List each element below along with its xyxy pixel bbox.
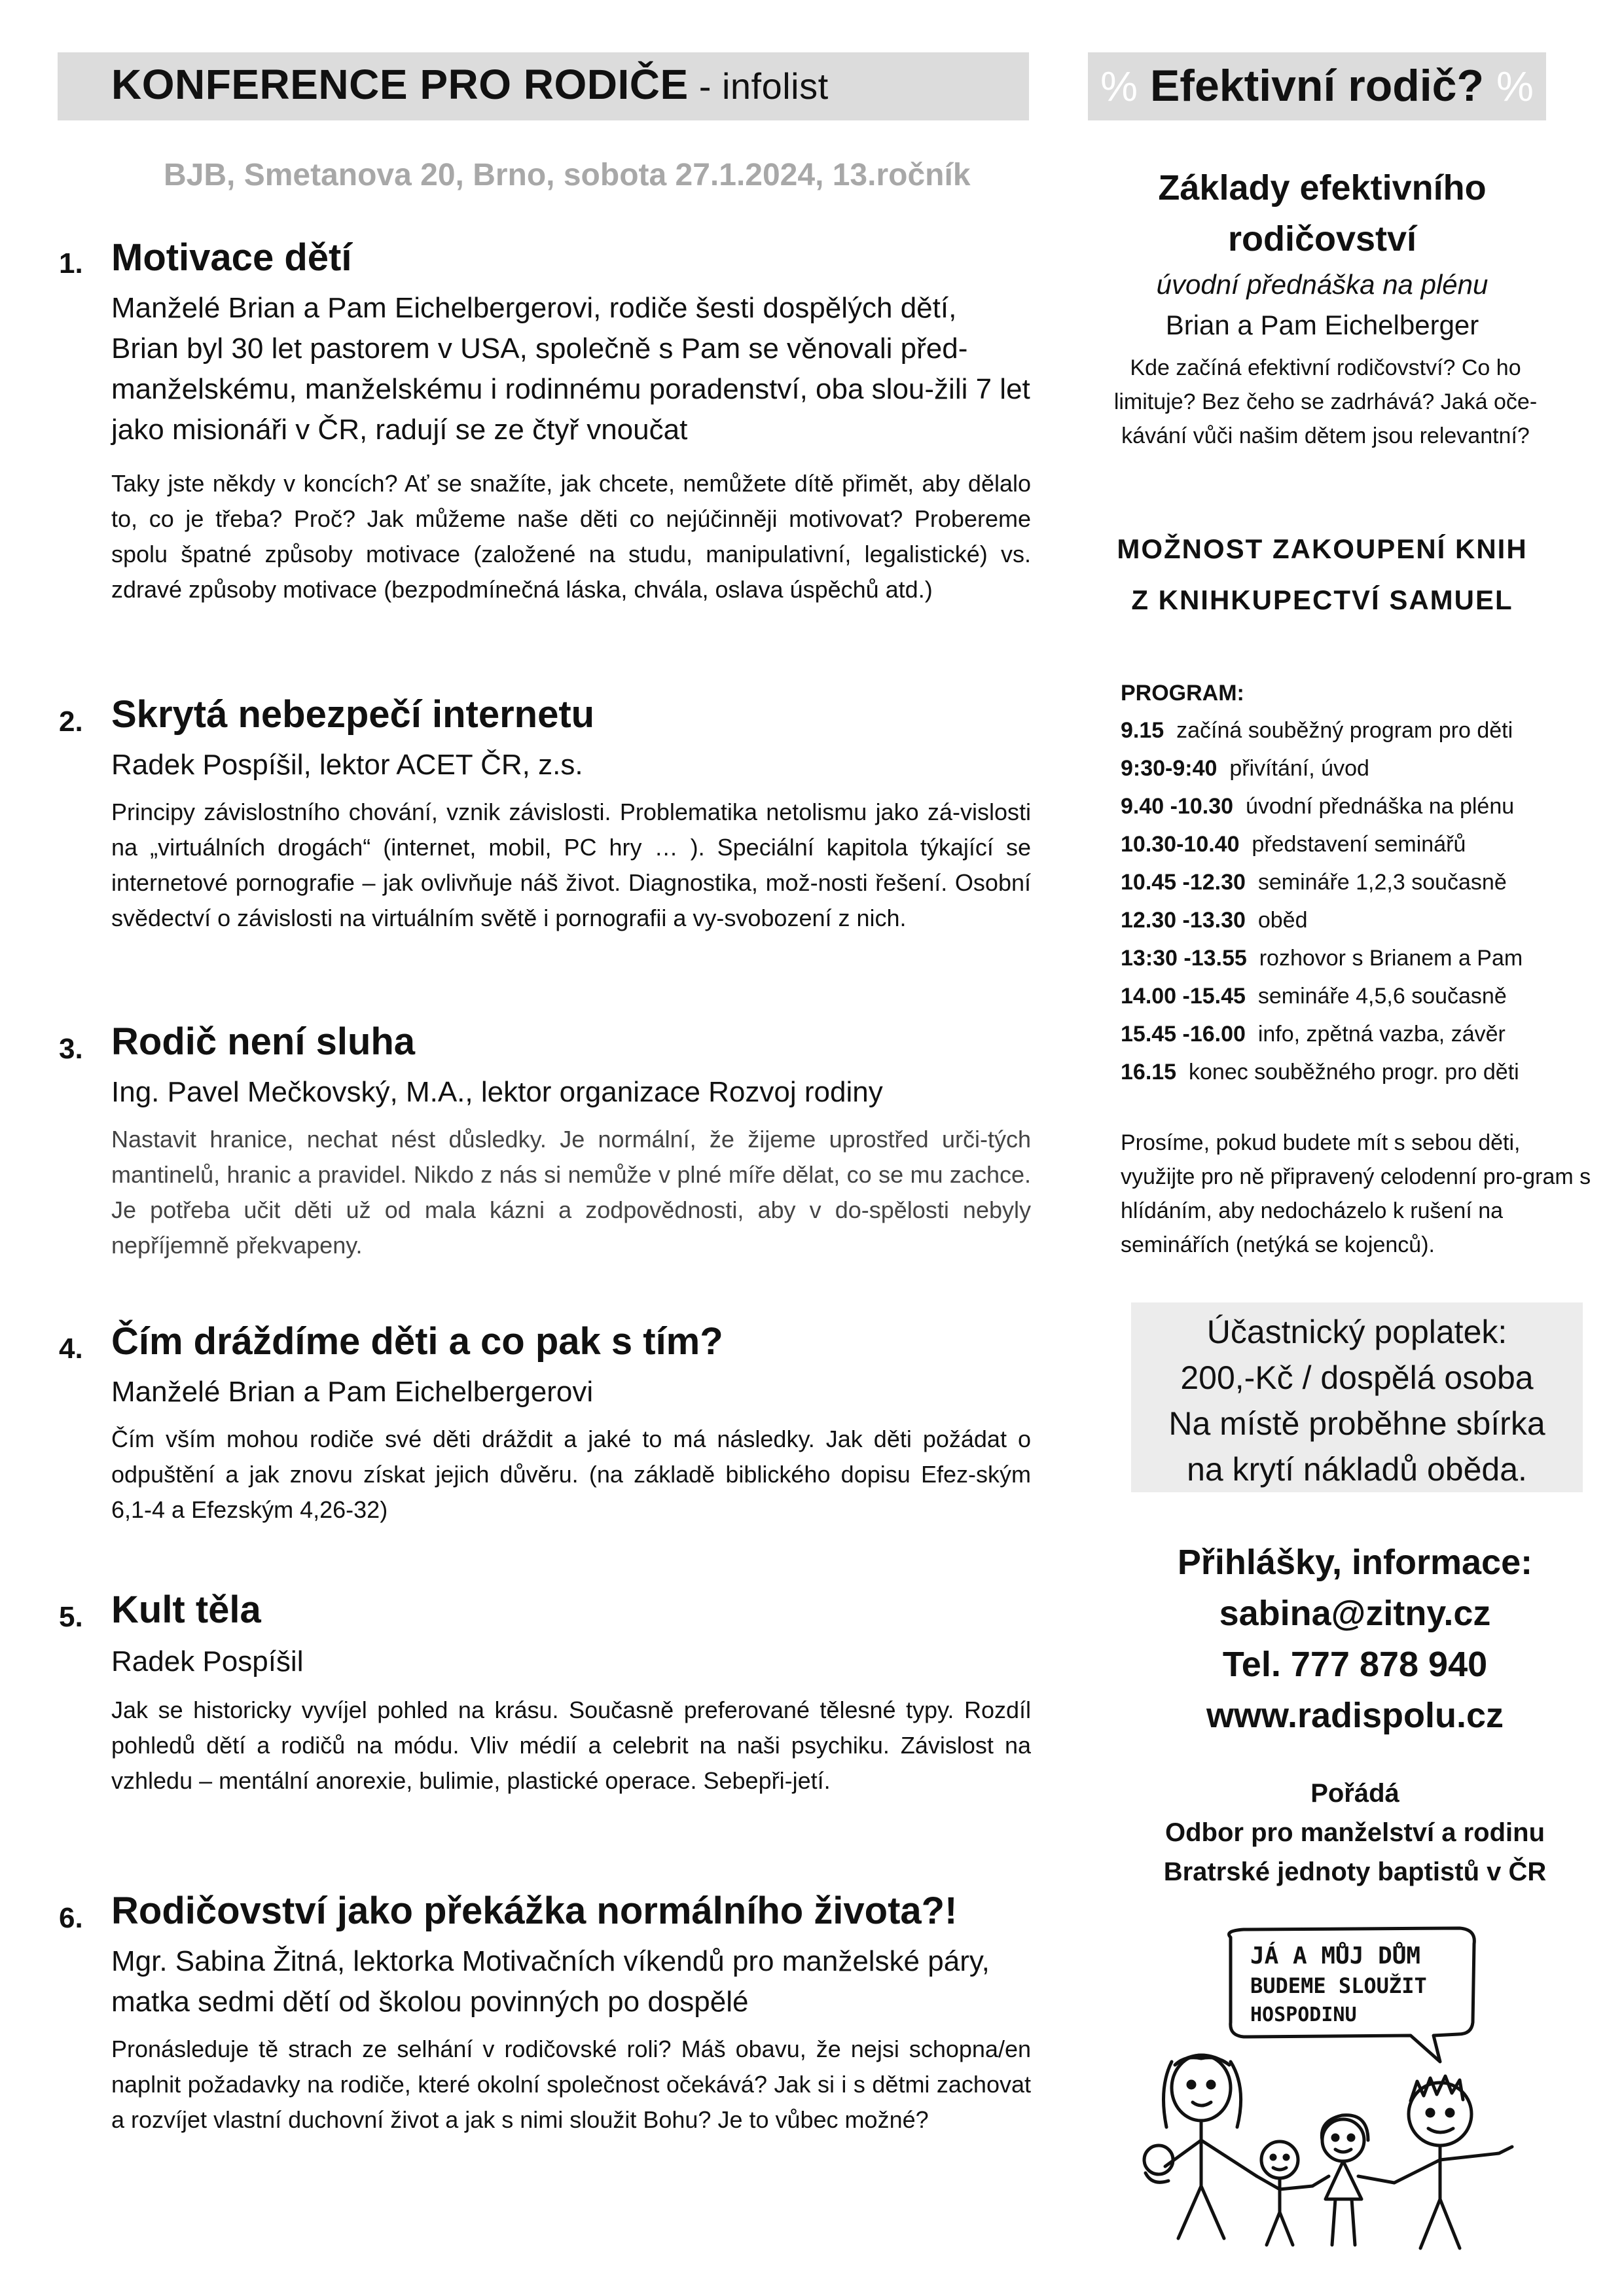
program-item: [1121, 1015, 1592, 1053]
session-title: Kult těla: [111, 1588, 261, 1631]
session-speaker: Manželé Brian a Pam Eichelbergerovi, rodiče šesti dospělých dětí, Brian byl 30 let pastorem v USA, společně s Pam se věnovali před-manželskému, manželskému i rodinnému poradenství, oba slou-žili 7 let jako misionáři v ČR, radují se ze čtyř vnoučat: [111, 292, 1030, 446]
session-number: 3.: [59, 1033, 83, 1065]
speech-line2: BUDEME SLOUŽIT: [1250, 1973, 1427, 1998]
organizer-block: [1087, 1774, 1623, 1892]
contact-heading: Přihlášky, informace:: [1177, 1543, 1533, 1582]
organizer-label: Pořádá: [1310, 1779, 1399, 1808]
program-text: přivítání, úvod: [1229, 756, 1369, 781]
contact-email[interactable]: sabina@zitny.cz: [1219, 1594, 1491, 1633]
percent-decor-right: %: [1496, 63, 1534, 110]
books-line2: Z KNIHKUPECTVÍ SAMUEL: [1131, 584, 1513, 615]
session-title: Rodič není sluha: [111, 1020, 416, 1063]
fee-line2: 200,-Kč / dospělá osoba: [1180, 1359, 1534, 1396]
fee-text: [1131, 1309, 1583, 1492]
session-description: Pronásleduje tě strach ze selhání v rodičovské roli? Máš obavu, že nejsi schopna/en naplnit požadavky na rodiče, které okolní společnost očekává? Jak si i s dětmi zachovat a rozvíjet vlastní duchovní život a jak s nimi sloužit Bohu? Je to vůbec možné?: [111, 2036, 1031, 2133]
program-time: 9.15: [1121, 718, 1164, 743]
program-item: [1121, 711, 1592, 749]
plenary-text: Kde začíná efektivní rodičovství? Co ho limituje? Bez čeho se zadrhává? Jaká oče-kávání vůči našim dětem jsou relevantní?: [1113, 355, 1538, 448]
program-item: [1121, 939, 1592, 977]
program-time: 10.30-10.40: [1121, 832, 1240, 857]
session-title: Skrytá nebezpečí internetu: [111, 693, 595, 736]
program-item: [1121, 749, 1592, 787]
program-time: 9.40 -10.30: [1121, 794, 1234, 819]
page-title: [111, 60, 829, 109]
plenary-subtitle: úvodní přednáška na plénu: [1156, 269, 1489, 300]
program-time: 12.30 -13.30: [1121, 908, 1246, 933]
organizer-line2: Bratrské jednoty baptistů v ČR: [1163, 1857, 1547, 1886]
program-time: 13:30 -13.55: [1121, 946, 1247, 971]
child-figure-1: [1257, 2142, 1312, 2245]
child-figure-2: [1312, 2115, 1394, 2245]
session-number: 4.: [59, 1333, 83, 1365]
title-suffix: - infolist: [688, 65, 829, 107]
contact-website[interactable]: www.radispolu.cz: [1206, 1696, 1504, 1735]
session-number: 6.: [59, 1902, 83, 1934]
program-text: úvodní přednáška na plénu: [1245, 794, 1515, 819]
session-speaker: Ing. Pavel Mečkovský, M.A., lektor organizace Rozvoj rodiny: [111, 1076, 883, 1108]
program-item: [1121, 901, 1592, 939]
event-location: BJB, Smetanova 20, Brno, sobota 27.1.2024, 13.ročník: [164, 158, 971, 192]
program-schedule: [1121, 681, 1592, 1091]
books-line1: MOŽNOST ZAKOUPENÍ KNIH: [1117, 533, 1528, 564]
program-heading: PROGRAM:: [1121, 681, 1244, 706]
speech-line3: HOSPODINU: [1250, 2003, 1357, 2026]
session-description: Taky jste někdy v koncích? Ať se snažíte, jak chcete, nemůžete dítě přimět, aby dělalo to, co je třeba? Proč? Jak můžeme naše děti co nejúčinněji motivovat? Probereme spolu špatné způsoby motivace (založené na studu, manipulativní, legalistické) vs. zdravé způsoby motivace (bezpodmínečná láska, chvála, oslava úspěchů atd.): [111, 470, 1031, 603]
family-drawing: [1132, 1924, 1604, 2265]
mother-figure: [1144, 2055, 1257, 2238]
speech-line1: JÁ A MŮJ DŮM: [1250, 1943, 1421, 1969]
program-item: [1121, 863, 1592, 901]
program-text: rozhovor s Brianem a Pam: [1259, 946, 1523, 971]
contact-block: [1087, 1537, 1623, 1741]
program-time: 15.45 -16.00: [1121, 1022, 1246, 1047]
session-description: Nastavit hranice, nechat nést důsledky. Je normální, že žijeme uprostřed urči-tých mantinelů, hranic a pravidel. Nikdo z nás si nemůže v plné míře dělat, co se mu zachce. Je potřeba učit děti už od mala kázni a zodpovědnosti, aby v do-spělosti nebyly nepříjemně překvapeny.: [111, 1126, 1031, 1259]
program-text: oběd: [1257, 908, 1308, 933]
program-text: začíná souběžný program pro děti: [1176, 718, 1513, 743]
plenary-block: [1074, 162, 1571, 453]
fee-line1: Účastnický poplatek:: [1206, 1314, 1507, 1350]
father-figure: [1394, 2076, 1512, 2248]
session-title: Čím dráždíme děti a co pak s tím?: [111, 1320, 723, 1363]
session-number: 5.: [59, 1601, 83, 1633]
session-speaker: Mgr. Sabina Žitná, lektorka Motivačních víkendů pro manželské páry, matka sedmi dětí od školou povinných po dospělé: [111, 1945, 990, 2018]
session-speaker: Radek Pospíšil: [111, 1645, 304, 1677]
program-time: 16.15: [1121, 1060, 1177, 1085]
session-number: 2.: [59, 706, 83, 738]
program-item: [1121, 825, 1592, 863]
program-text: semináře 1,2,3 současně: [1257, 870, 1507, 895]
fee-line4: na krytí nákladů oběda.: [1187, 1451, 1527, 1488]
program-time: 14.00 -15.45: [1121, 984, 1246, 1009]
session-description: Čím vším mohou rodiče své děti dráždit a jaké to má následky. Jak děti požádat o odpuštění a jak znovu získat jejich důvěru. (na základě biblického dopisu Efez-ským 6,1-4 a Efezským 4,26-32): [111, 1426, 1031, 1523]
program-text: konec souběžného progr. pro děti: [1189, 1060, 1519, 1085]
session-speaker: Radek Pospíšil, lektor ACET ČR, z.s.: [111, 749, 583, 781]
session-number: 1.: [59, 247, 83, 279]
program-text: semináře 4,5,6 současně: [1257, 984, 1507, 1009]
plenary-title-line2: rodičovství: [1227, 219, 1417, 259]
session-description: Principy závislostního chování, vznik závislosti. Problematika netolismu jako zá-vislosti na „virtuálních drogách“ (internet, mobil, PC hry … ). Speciální kapitola týkající se internetové pornografie – jak ovlivňuje náš život. Diagnostika, mož-nosti řešení. Osobní svědectví o závislosti na virtuálním světě i pornografii a vy-svobození z nich.: [111, 798, 1031, 931]
contact-phone: Tel. 777 878 940: [1222, 1645, 1488, 1684]
session-description: Jak se historicky vyvíjel pohled na krásu. Současně preferované tělesné typy. Rozdíl pohledů dětí a rodičů na módu. Vliv médií a celebrit na naši psychiku. Závislost na vzhledu – mentální anorexie, bulimie, plastické operace. Sebepři-jetí.: [111, 1696, 1031, 1794]
organizer-line1: Odbor pro manželství a rodinu: [1164, 1818, 1545, 1847]
books-notice: [1074, 524, 1571, 626]
fee-line3: Na místě proběhne sbírka: [1168, 1405, 1545, 1442]
session-title: Rodičovství jako překážka normálního života?!: [111, 1890, 958, 1932]
title-main: KONFERENCE PRO RODIČE: [111, 61, 689, 108]
percent-decor-left: %: [1100, 63, 1138, 110]
program-text: představení seminářů: [1252, 832, 1466, 857]
program-time: 9:30-9:40: [1121, 756, 1218, 781]
plenary-title-line1: Základy efektivního: [1158, 168, 1487, 207]
session-title: Motivace dětí: [111, 236, 352, 279]
right-title: [1088, 60, 1546, 111]
program-item: [1121, 1053, 1592, 1091]
program-time: 10.45 -12.30: [1121, 870, 1246, 895]
session-speaker: Manželé Brian a Pam Eichelbergerovi: [111, 1376, 594, 1408]
program-item: [1121, 787, 1592, 825]
program-note: Prosíme, pokud budete mít s sebou děti, využijte pro ně připravený celodenní pro-gram s hlídáním, aby nedocházelo k rušení na seminářích (netýká se kojenců).: [1121, 1130, 1591, 1257]
right-title-text: Efektivní rodič?: [1149, 61, 1485, 111]
plenary-speakers: Brian a Pam Eichelberger: [1165, 310, 1479, 340]
program-text: info, zpětná vazba, závěr: [1257, 1022, 1506, 1047]
program-item: [1121, 977, 1592, 1015]
